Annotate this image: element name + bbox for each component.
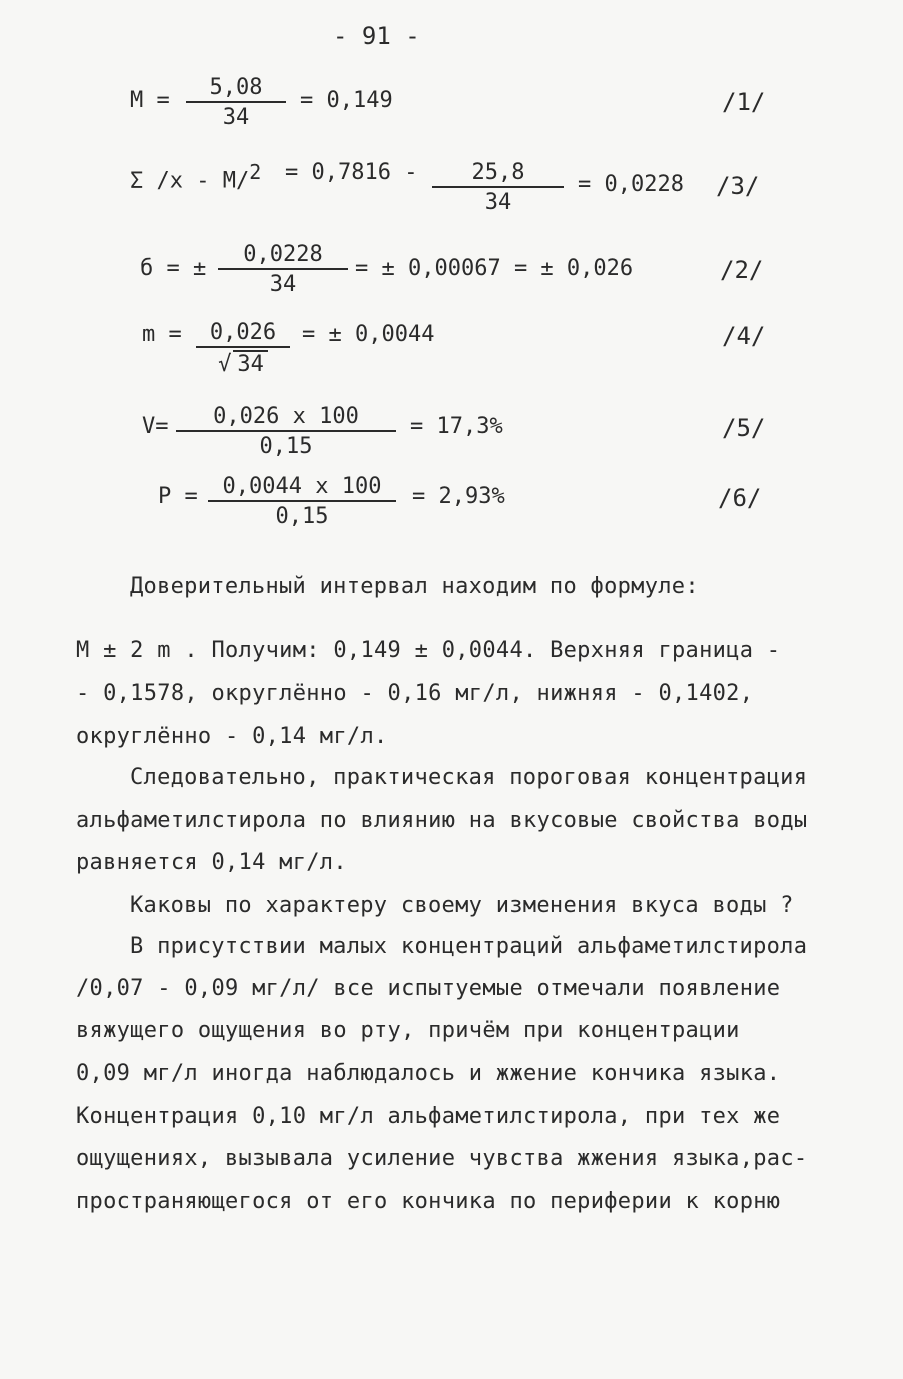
formula-2-numerator: 0,0228 (218, 242, 348, 270)
text-line-10: /0,07 - 0,09 мг/л/ все испытуемые отмечали появление (76, 976, 781, 1001)
text-line-15: пространяющегося от его кончика по периферии к корню (76, 1189, 781, 1214)
text-line-9: В присутствии малых концентраций альфаметилстирола (130, 934, 808, 959)
text-line-7: равняется 0,14 мг/л. (76, 850, 347, 875)
formula-2-fraction (218, 242, 348, 297)
formula-4-fraction (196, 320, 290, 377)
formula-1-numerator: 5,08 (186, 75, 286, 103)
formula-1-result: = 0,149 (300, 88, 393, 113)
formula-4-numerator: 0,026 (196, 320, 290, 348)
text-line-2: M ± 2 m . Получим: 0,149 ± 0,0044. Верхняя граница - (76, 638, 781, 663)
formula-4-denominator: √ 34 (196, 348, 290, 377)
text-line-4: округлённо - 0,14 мг/л. (76, 724, 388, 749)
formula-5-tag: /5/ (722, 414, 766, 442)
formula-2-denominator: 34 (269, 272, 297, 297)
formula-3-middle: = 0,7816 - (285, 160, 418, 185)
page-number: - 91 - (333, 22, 420, 50)
text-line-8: Каковы по характеру своему изменения вкуса воды ? (130, 893, 794, 918)
formula-3-result: = 0,0228 (578, 172, 684, 197)
text-line-13: Концентрация 0,10 мг/л альфаметилстирола, при тех же (76, 1104, 781, 1129)
formula-5-denominator: 0,15 (259, 434, 313, 459)
formula-1-denominator: 34 (222, 105, 250, 130)
text-line-3: - 0,1578, округлённо - 0,16 мг/л, нижняя - 0,1402, (76, 681, 754, 706)
formula-2-tag: /2/ (720, 256, 764, 284)
formula-3-tag: /3/ (716, 172, 760, 200)
formula-1-fraction (186, 75, 286, 130)
text-line-6: альфаметилстирола по влиянию на вкусовые свойства воды (76, 808, 808, 833)
formula-5-numerator: 0,026 x 100 (176, 404, 396, 432)
formula-6-numerator: 0,0044 x 100 (208, 474, 396, 502)
formula-3-numerator: 25,8 (432, 160, 564, 188)
formula-5-result: = 17,3% (410, 414, 503, 439)
formula-3-exponent: 2 (249, 160, 262, 184)
formula-1-lhs: M = (130, 88, 170, 113)
formula-3-fraction (432, 160, 564, 215)
formula-6-tag: /6/ (718, 484, 762, 512)
formula-5-fraction (176, 404, 396, 459)
formula-3-lhs (130, 160, 261, 193)
formula-6-denominator: 0,15 (275, 504, 329, 529)
formula-6-result: = 2,93% (412, 484, 505, 509)
formula-6-fraction (208, 474, 396, 529)
text-line-5: Следовательно, практическая пороговая концентрация (130, 765, 808, 790)
formula-4-radicand: 34 (233, 350, 268, 377)
formula-3-denominator: 34 (484, 190, 512, 215)
formula-4-result: = ± 0,0044 (302, 322, 435, 347)
formula-4-tag: /4/ (722, 322, 766, 350)
text-line-11: вяжущего ощущения во рту, причём при концентрации (76, 1018, 740, 1043)
formula-2-result: = ± 0,00067 = ± 0,026 (355, 256, 634, 281)
text-line-12: 0,09 мг/л иногда наблюдалось и жжение кончика языка. (76, 1061, 781, 1086)
text-line-1: Доверительный интервал находим по формуле: (130, 574, 699, 599)
formula-3-lhs-text: Σ /x - M/ (130, 168, 250, 194)
formula-5-lhs: V= (142, 414, 169, 439)
formula-4-lhs: m = (142, 322, 182, 347)
formula-6-lhs: P = (158, 484, 198, 509)
formula-2-lhs: б = ± (140, 256, 207, 281)
text-line-14: ощущениях, вызывала усиление чувства жжения языка,рас- (76, 1146, 808, 1171)
formula-1-tag: /1/ (722, 88, 766, 116)
